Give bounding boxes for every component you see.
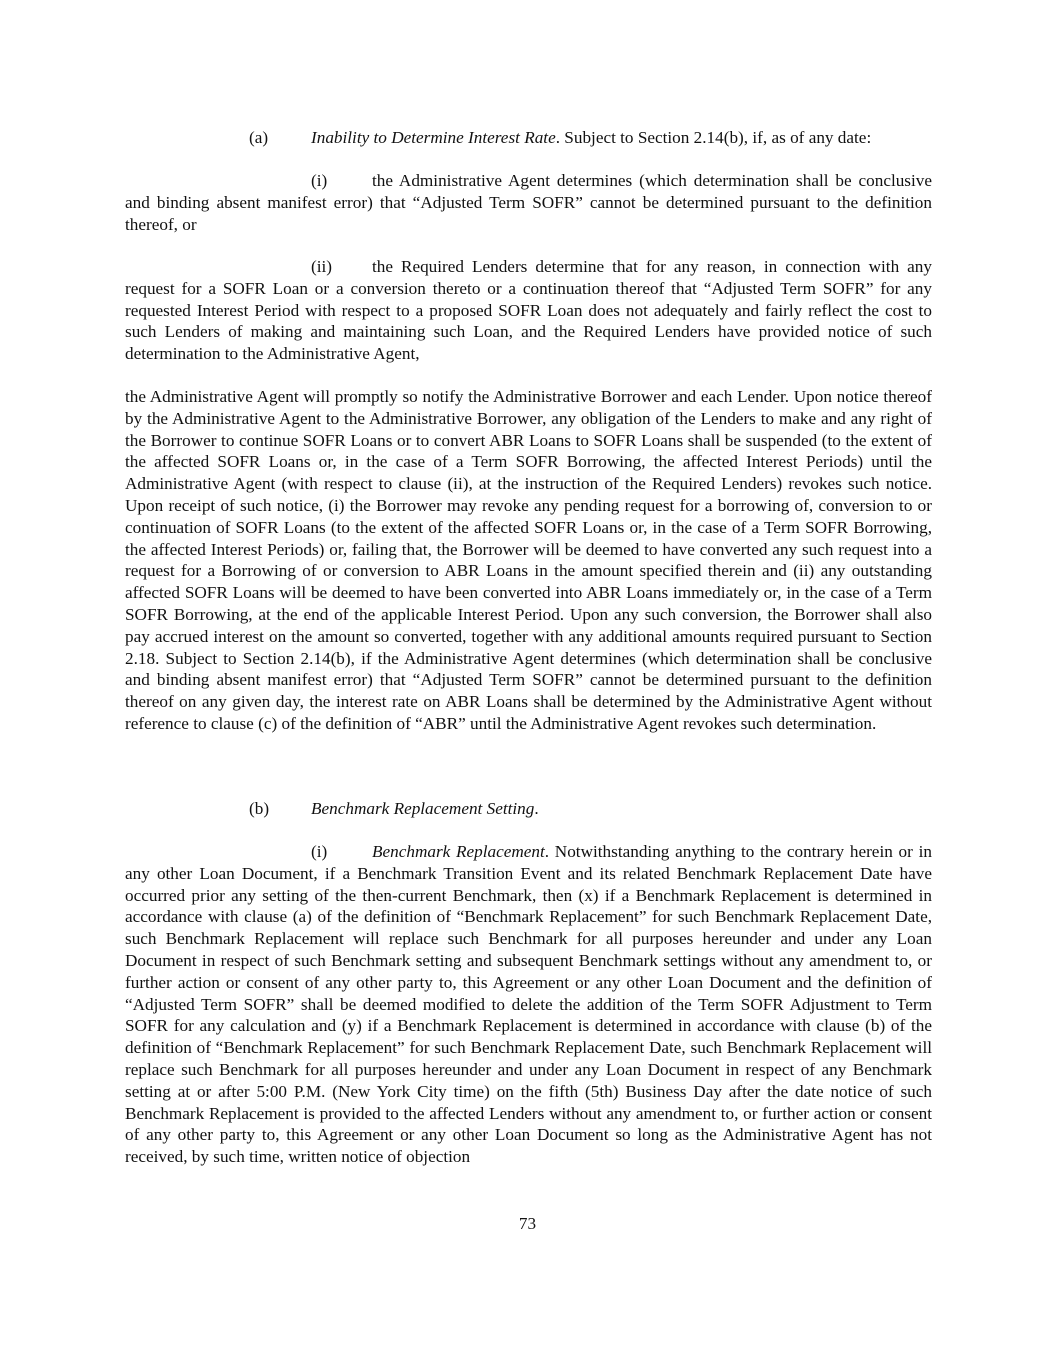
clause-a-ii-text: the Required Lenders determine that for any reason, in connection with any request for a SOFR Loan or a conversion thereto or a continuation thereof that “Adjusted Term SOFR” for any requested Interest Period with respect to a proposed SOFR Loan does not adequately and fairly reflect the cost to such Lenders of making and maintaining such Loan, and the Required Lenders have provided notice of such determination to the Administrative Agent, — [125, 257, 932, 364]
section-b-period: . — [534, 799, 539, 818]
section-a-intro: . Subject to Section 2.14(b), if, as of any date: — [555, 128, 872, 147]
clause-a-i — [125, 170, 932, 235]
section-b-heading — [249, 798, 539, 820]
section-a-heading — [249, 127, 871, 149]
section-b-title: Benchmark Replacement Setting — [311, 799, 535, 818]
section-a-title: Inability to Determine Interest Rate — [311, 128, 556, 147]
clause-a-i-number: (i) — [311, 171, 328, 190]
page-number: 73 — [518, 1214, 537, 1233]
clause-b-i-number: (i) — [311, 842, 328, 861]
section-a-body: the Administrative Agent will promptly so notify the Administrative Borrower and each Lender. Upon notice thereof by the Administrative Agent to the Administrative Borrower, any obligation of the Lenders to make and any right of the Borrower to continue SOFR Loans or to convert ABR Loans to SOFR Loans shall be suspended (to the extent of the affected SOFR Loans or, in the case of a Term SOFR Borrowing, the affected Interest Periods) until the Administrative Agent (with respect to clause (ii), at the instruction of the Required Lenders) revokes such notice. Upon receipt of such notice, (i) the Borrower may revoke any pending request for a borrowing of, conversion to or continuation of SOFR Loans (to the extent of the affected SOFR Loans or, in the case of a Term SOFR Borrowing, the affected Interest Periods) or, failing that, the Borrower will be deemed to have converted any such request into a request for a Borrowing of or conversion to ABR Loans in the amount specified therein and (ii) any outstanding affected SOFR Loans will be deemed to have been converted into ABR Loans immediately or, in the case of a Term SOFR Borrowing, at the end of the applicable Interest Period. Upon any such conversion, the Borrower shall also pay accrued interest on the amount so converted, together with any additional amounts required pursuant to Section 2.18. Subject to Section 2.14(b), if the Administrative Agent determines (which determination shall be conclusive and binding absent manifest error) that “Adjusted Term SOFR” cannot be determined pursuant to the definition thereof on any given day, the interest rate on ABR Loans shall be determined by the Administrative Agent without reference to clause (c) of the definition of “ABR” until the Administrative Agent revokes such determination. — [125, 387, 932, 733]
clause-a-ii-number: (ii) — [311, 257, 332, 276]
clause-a-i-text: the Administrative Agent determines (which determination shall be conclusive and binding absent manifest error) that “Adjusted Term SOFR” cannot be determined pursuant to the definition thereof, or — [125, 171, 932, 234]
clause-b-i — [125, 841, 932, 1168]
clause-a-ii — [125, 256, 932, 365]
clause-b-i-text: . Notwithstanding anything to the contrary herein or in any other Loan Document, if a Benchmark Transition Event and its related Benchmark Replacement Date have occurred prior any setting of the then-current Benchmark, then (x) if a Benchmark Replacement is determined in accordance with clause (a) of the definition of “Benchmark Replacement” for such Benchmark Replacement Date, such Benchmark Replacement will replace such Benchmark for all purposes hereunder and under any Loan Document in respect of such Benchmark setting and subsequent Benchmark settings without any amendment to, or further action or consent of any other party to, this Agreement or any other Loan Document and the definition of “Adjusted Term SOFR” shall be deemed modified to delete the addition of the Term SOFR Adjustment to Term SOFR for any calculation and (y) if a Benchmark Replacement is determined in accordance with clause (b) of the definition of “Benchmark Replacement” for such Benchmark Replacement Date, such Benchmark Replacement will replace such Benchmark for all purposes hereunder and under any Loan Document in respect of any Benchmark setting at or after 5:00 P.M. (New York City time) on the fifth (5th) Business Day after the date notice of such Benchmark Replacement is provided to the affected Lenders without any amendment to, or further action or consent of any other party to, this Agreement or any other Loan Document so long as the Administrative Agent has not received, by such time, written notice of objection — [125, 842, 932, 1167]
section-b-number: (b) — [249, 799, 270, 818]
clause-b-i-title: Benchmark Replacement — [372, 842, 545, 861]
section-a-number: (a) — [249, 128, 269, 147]
